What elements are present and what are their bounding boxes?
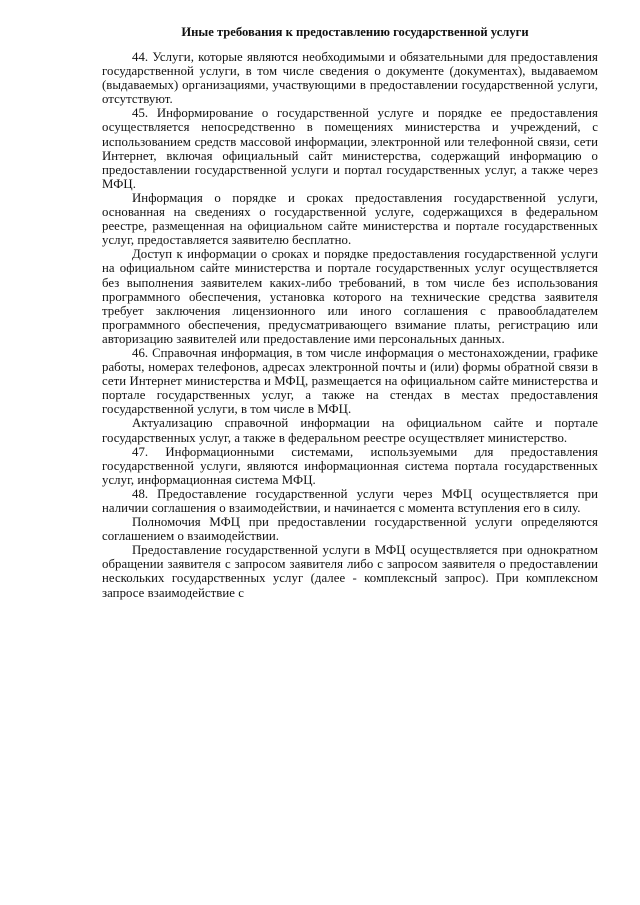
paragraph-48: 48. Предоставление государственной услуги через МФЦ осуществляется при наличии соглашения о взаимодействии, и начинается с момента вступления его в силу. [102,486,598,515]
paragraph-47: 47. Информационными системами, используемыми для предоставления государственной услуги, являются информационная система портала государственных услуг, информационная система МФЦ. [102,444,598,487]
document-page [102,24,598,600]
paragraph-info-order: Информация о порядке и сроках предоставления государственной услуги, основанная на сведениях о государственной услуге, содержащихся в федеральном реестре, размещенная на официальном сайте министерства и портале государственных услуг, предоставляется заявителю бесплатно. [102,190,598,248]
section-heading: Иные требования к предоставлению государственной услуги [181,25,529,39]
paragraph-access: Доступ к информации о сроках и порядке предоставления государственной услуги на официальном сайте министерства и портале государственных услуг осуществляется без выполнения заявителем каких-либо требований, в том числе без использования программного обеспечения, установка которого на технические средства заявителя требует заключения лицензионного или иного соглашения с правообладателем программного обеспечения, предусматривающего взимание платы, регистрацию или авторизацию заявителей или предоставление ими персональных данных. [102,247,598,346]
paragraph-mfc-powers: Полномочия МФЦ при предоставлении государственной услуги определяются соглашением о взаимодействии. [102,515,598,544]
paragraph-mfc-provision: Предоставление государственной услуги в МФЦ осуществляется при однократном обращении заявителя с запросом заявителя либо с запросом заявителя о предоставлении нескольких государственных услуг (далее - комплексный запрос). При комплексном запросе взаимодействие с [102,543,598,600]
paragraph-actualization: Актуализацию справочной информации на официальном сайте и портале государственных услуг, а также в федеральном реестре осуществляет министерство. [102,416,598,445]
paragraph-46: 46. Справочная информация, в том числе информация о местонахождении, графике работы, номерах телефонов, адресах электронной почты и (или) формы обратной связи в сети Интернет министерства и МФЦ, размещается на официальном сайте министерства и портале государственных услуг, а также на стендах в местах предоставления государственной услуги, в том числе в МФЦ. [102,345,598,417]
paragraph-45: 45. Информирование о государственной услуге и порядке ее предоставления осуществляется непосредственно в помещениях министерства и учреждений, с использованием средств массовой информации, электронной или телефонной связи, сети Интернет, включая официальный сайт министерства, содержащий информацию о предоставлении государственной услуги и портал государственных услуг, а также через МФЦ. [102,106,598,191]
paragraph-44: 44. Услуги, которые являются необходимыми и обязательными для предоставления государственной услуги, в том числе сведения о документе (документах), выдаваемом (выдаваемых) организациями, участвующими в предоставлении государственной услуги, отсутствуют. [102,50,598,107]
